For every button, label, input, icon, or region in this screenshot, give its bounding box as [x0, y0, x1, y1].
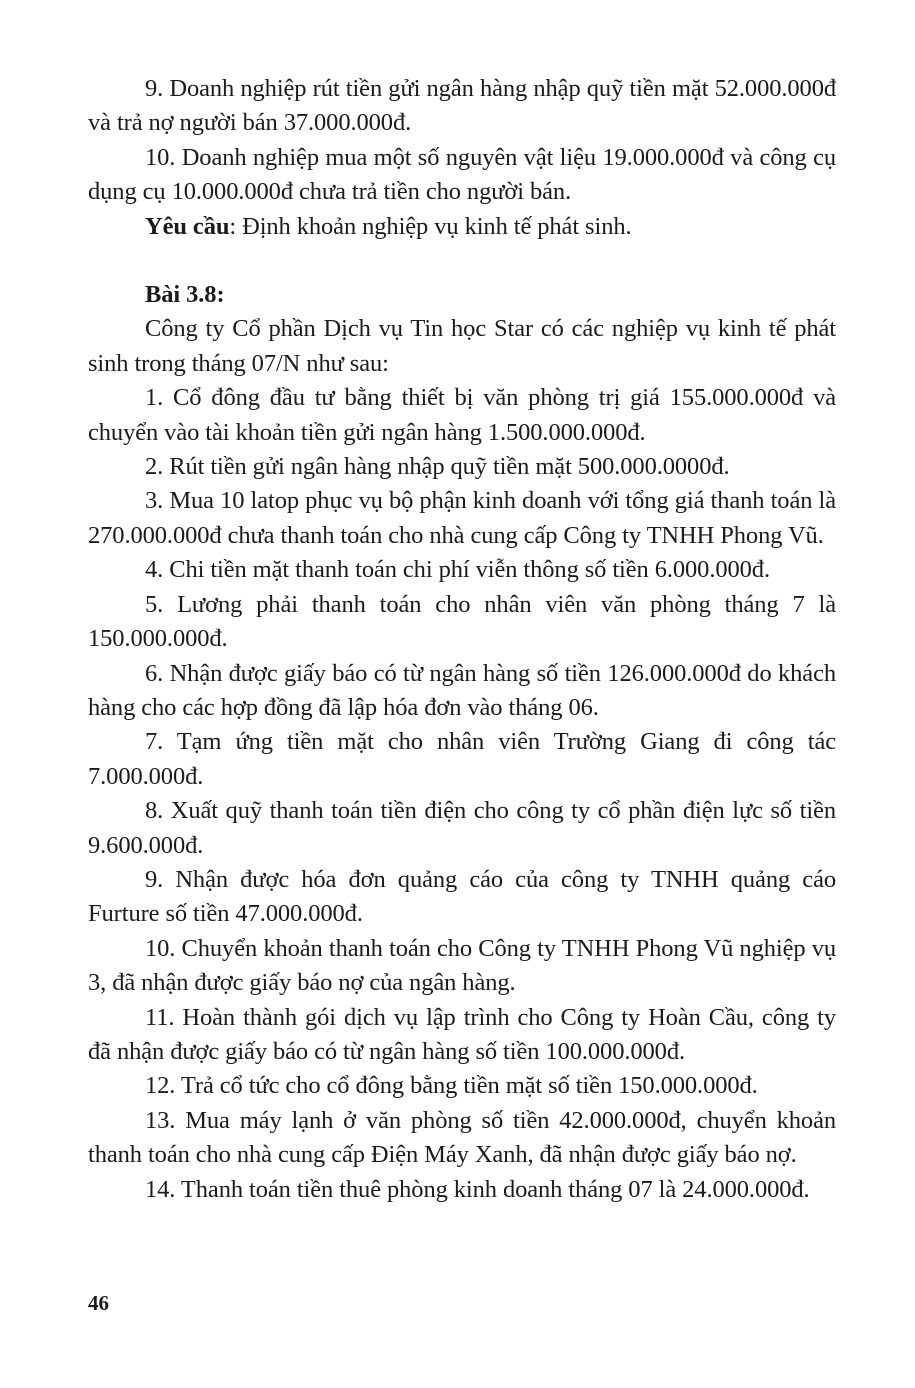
page-number: 46: [88, 1291, 109, 1315]
transaction-item: 5. Lương phải thanh toán cho nhân viên văn phòng tháng 7 là 150.000.000đ.: [88, 590, 836, 653]
transaction-item: 14. Thanh toán tiền thuê phòng kinh doanh tháng 07 là 24.000.000đ.: [145, 1175, 810, 1203]
paragraph: 9. Doanh nghiệp rút tiền gửi ngân hàng nhập quỹ tiền mặt 52.000.000đ và trả nợ người bán 37.000.000đ.: [88, 75, 836, 137]
transaction-item: 2. Rút tiền gửi ngân hàng nhập quỹ tiền mặt 500.000.0000đ.: [145, 453, 730, 481]
section-heading: Bài 3.8:: [145, 281, 225, 309]
transaction-item: 3. Mua 10 latop phục vụ bộ phận kinh doanh với tổng giá thanh toán là 270.000.000đ chưa thanh toán cho nhà cung cấp Công ty TNHH Phong Vũ.: [88, 487, 836, 549]
paragraph: 10. Doanh nghiệp mua một số nguyên vật liệu 19.000.000đ và công cụ dụng cụ 10.000.000đ chưa trả tiền cho người bán.: [88, 143, 836, 206]
transaction-item: 1. Cổ đông đầu tư bằng thiết bị văn phòng trị giá 155.000.000đ và chuyển vào tài khoản tiền gửi ngân hàng 1.500.000.000đ.: [88, 384, 836, 446]
transaction-item: 4. Chi tiền mặt thanh toán chi phí viễn thông số tiền 6.000.000đ.: [145, 556, 770, 584]
transaction-item: 9. Nhận được hóa đơn quảng cáo của công ty TNHH quảng cáo Furture số tiền 47.000.000đ.: [88, 865, 836, 928]
requirement-text: : Định khoản nghiệp vụ kinh tế phát sinh.: [229, 212, 632, 240]
transaction-item: 6. Nhận được giấy báo có từ ngân hàng số tiền 126.000.000đ do khách hàng cho các hợp đồng đã lập hóa đơn vào tháng 06.: [88, 659, 836, 721]
transaction-item: 13. Mua máy lạnh ở văn phòng số tiền 42.000.000đ, chuyển khoản thanh toán cho nhà cung cấp Điện Máy Xanh, đã nhận được giấy báo nợ.: [88, 1106, 836, 1169]
section-lead: Công ty Cổ phần Dịch vụ Tin học Star có các nghiệp vụ kinh tế phát sinh trong tháng 07/N như sau:: [88, 315, 836, 377]
transaction-item: 7. Tạm ứng tiền mặt cho nhân viên Trường Giang đi công tác 7.000.000đ.: [88, 728, 836, 790]
transaction-item: 12. Trả cổ tức cho cổ đông bằng tiền mặt số tiền 150.000.000đ.: [145, 1072, 758, 1100]
transaction-item: 10. Chuyển khoản thanh toán cho Công ty TNHH Phong Vũ nghiệp vụ 3, đã nhận được giấy báo nợ của ngân hàng.: [88, 934, 836, 997]
transaction-item: 11. Hoàn thành gói dịch vụ lập trình cho Công ty Hoàn Cầu, công ty đã nhận được giấy báo có từ ngân hàng số tiền 100.000.000đ.: [88, 1003, 836, 1065]
requirement-label: Yêu cầu: [145, 212, 230, 240]
text-block: [88, 72, 836, 1207]
requirement-line: [88, 210, 836, 244]
transaction-item: 8. Xuất quỹ thanh toán tiền điện cho công ty cổ phần điện lực số tiền 9.600.000đ.: [88, 797, 836, 859]
